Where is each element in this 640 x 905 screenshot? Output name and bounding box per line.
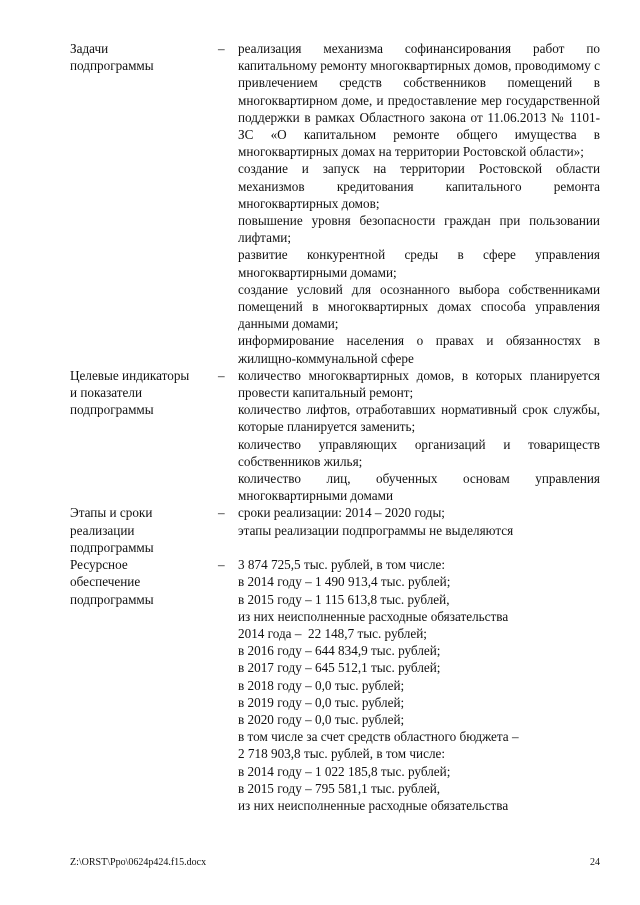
resources-line-10: в 2020 году – 0,0 тыс. рублей; — [238, 711, 405, 727]
footer-file-path: Z:\ORST\Ppo\0624p424.f15.docx — [70, 857, 207, 868]
resources-line-9: в 2019 году – 0,0 тыс. рублей; — [238, 694, 405, 710]
label-resources — [70, 556, 218, 608]
indicators-para-2: количество лифтов, отработавших нормативный срок службы, которые планируется заменить; — [238, 402, 600, 435]
label-resources-text: Ресурсное обеспечение подпрограммы — [70, 557, 154, 607]
indicators-para-3: количество управляющих организаций и товариществ собственников жилья; — [238, 436, 600, 469]
label-stages — [70, 504, 218, 556]
dash-tasks: – — [218, 41, 225, 56]
tasks-para-3: повышение уровня безопасности граждан при пользовании лифтами; — [238, 213, 600, 246]
stages-para-2: этапы реализации подпрограммы не выделяются — [238, 522, 514, 538]
page-footer — [70, 857, 600, 868]
resources-line-2: в 2014 году – 1 490 913,4 тыс. рублей; — [238, 574, 451, 590]
resources-line-3: в 2015 году – 1 115 613,8 тыс. рублей, — [238, 591, 450, 607]
label-stages-text: Этапы и сроки реализации подпрограммы — [70, 505, 154, 555]
tasks-para-2: создание и запуск на территории Ростовской области механизмов кредитования капитального ремонта многоквартирных домов; — [238, 161, 600, 211]
resources-line-15: из них неисполненные расходные обязательства — [238, 797, 509, 813]
row-indicators — [70, 367, 600, 505]
indicators-para-1: количество многоквартирных домов, в которых планируется провести капитальный ремонт; — [238, 367, 600, 401]
resources-line-5: 2014 года – 22 148,7 тыс. рублей; — [238, 625, 427, 641]
resources-line-14: в 2015 году – 795 581,1 тыс. рублей, — [238, 780, 441, 796]
tasks-para-6: информирование населения о правах и обязанностях в жилищно-коммунальной сфере — [238, 333, 600, 366]
label-indicators — [70, 367, 218, 419]
dash-stages: – — [218, 505, 225, 521]
body-indicators — [238, 367, 600, 505]
dash-indicators: – — [218, 367, 225, 383]
resources-line-11: в том числе за счет средств областного бюджета – — [238, 729, 519, 745]
footer-page-number: 24 — [590, 857, 600, 868]
body-tasks — [238, 40, 600, 367]
row-tasks — [70, 40, 600, 367]
body-stages — [238, 504, 600, 538]
passport-table — [70, 40, 600, 814]
body-resources — [238, 556, 600, 814]
dash-resources: – — [218, 557, 225, 573]
resources-line-13: в 2014 году – 1 022 185,8 тыс. рублей; — [238, 763, 451, 779]
label-tasks-text: Задачи подпрограммы — [70, 41, 154, 74]
indicators-para-4: количество лиц, обученных основам управления многоквартирными домами — [238, 471, 600, 504]
resources-line-12: 2 718 903,8 тыс. рублей, в том числе: — [238, 746, 446, 762]
tasks-para-1: реализация механизма софинансирования работ по капитальному ремонту многоквартирных домов, проводимому с привлечением средств собственников помещений в многоквартирном доме, и предоставление мер государственной поддержки в рамках Областного закона от 11.06.2013 № 1101-ЗС «О капитальном ремонте общего имущества в многоквартирных домах на территории Ростовской области»; — [238, 41, 600, 160]
stages-para-1: сроки реализации: 2014 – 2020 годы; — [238, 505, 445, 521]
resources-line-7: в 2017 году – 645 512,1 тыс. рублей; — [238, 660, 441, 676]
resources-line-1: 3 874 725,5 тыс. рублей, в том числе: — [238, 557, 446, 573]
label-tasks — [70, 40, 218, 74]
resources-line-4: из них неисполненные расходные обязательства — [238, 608, 509, 624]
label-indicators-text: Целевые индикаторы и показатели подпрограммы — [70, 367, 190, 418]
resources-line-8: в 2018 году – 0,0 тыс. рублей; — [238, 677, 405, 693]
tasks-para-4: развитие конкурентной среды в сфере управления многоквартирными домами; — [238, 247, 600, 280]
row-resources — [70, 556, 600, 814]
row-stages — [70, 504, 600, 556]
resources-line-6: в 2016 году – 644 834,9 тыс. рублей; — [238, 643, 441, 659]
tasks-para-5: создание условий для осознанного выбора собственниками помещений в многоквартирных домах способа управления данными домами; — [238, 281, 600, 332]
